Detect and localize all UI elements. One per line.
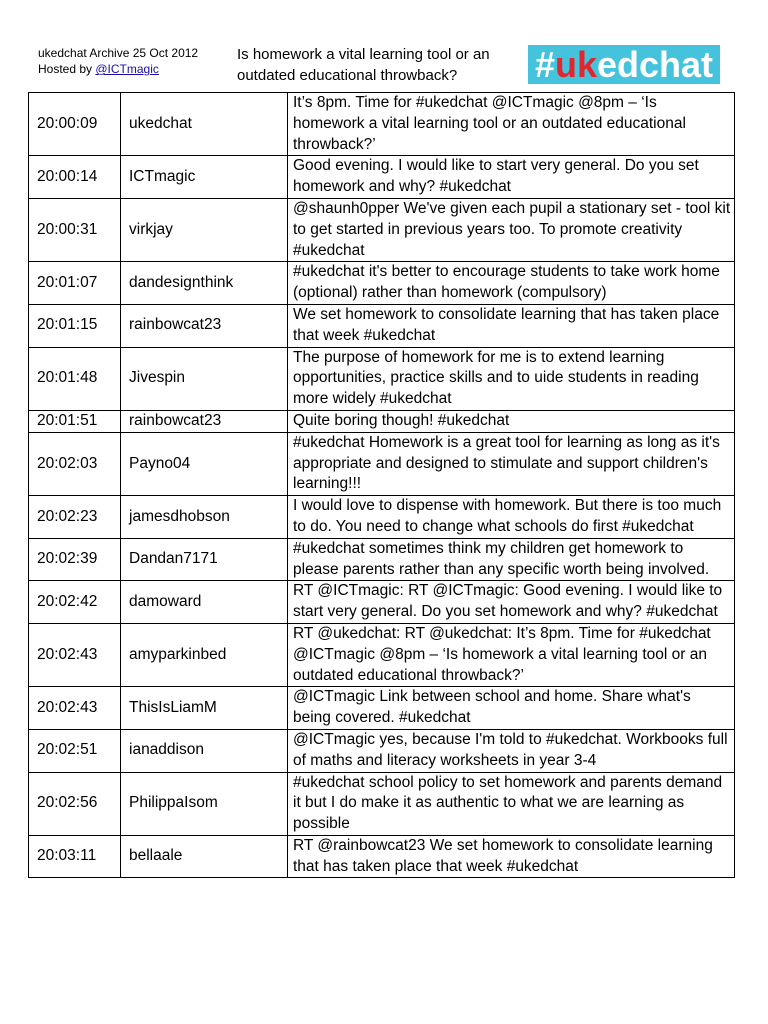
message-cell: The purpose of homework for me is to extend learning opportunities, practice skills and to uide students in reading more widely #ukedchat (288, 347, 735, 410)
username-cell: ThisIsLiamM (121, 687, 288, 730)
message-cell: #ukedchat sometimes think my children get homework to please parents rather than any specific worth being involved. (288, 538, 735, 581)
table-row (29, 432, 735, 495)
time-cell: 20:01:15 (29, 304, 121, 347)
time-cell: 20:03:11 (29, 835, 121, 878)
logo-hash: # (534, 45, 555, 84)
time-cell: 20:01:07 (29, 262, 121, 305)
username-cell: PhilippaIsom (121, 772, 288, 835)
message-cell: @shaunh0pper We've given each pupil a stationary set - tool kit to get started in previous years too. To promote creativity #ukedchat (288, 198, 735, 261)
table-row (29, 581, 735, 624)
username-cell: amyparkinbed (121, 623, 288, 686)
archive-title: ukedchat Archive 25 Oct 2012 (38, 46, 199, 60)
message-cell: @ICTmagic yes, because I'm told to #ukedchat. Workbooks full of maths and literacy worksheets in year 3-4 (288, 729, 735, 772)
table-row (29, 687, 735, 730)
username-cell: jamesdhobson (121, 496, 288, 539)
username-cell: ianaddison (121, 729, 288, 772)
table-row (29, 729, 735, 772)
logo-uk: uk (554, 45, 597, 84)
message-cell: #ukedchat it's better to encourage students to take work home (optional) rather than homework (compulsory) (288, 262, 735, 305)
table-row (29, 156, 735, 199)
time-cell: 20:01:48 (29, 347, 121, 410)
time-cell: 20:02:43 (29, 687, 121, 730)
message-cell: #ukedchat school policy to set homework and parents demand it but I do make it as authentic to what we are learning as possible (288, 772, 735, 835)
table-row (29, 262, 735, 305)
message-cell: We set homework to consolidate learning that has taken place that week #ukedchat (288, 304, 735, 347)
username-cell: ukedchat (121, 93, 288, 156)
host-link[interactable]: @ICTmagic (95, 62, 159, 76)
table-row (29, 304, 735, 347)
time-cell: 20:02:39 (29, 538, 121, 581)
username-cell: ICTmagic (121, 156, 288, 199)
table-row (29, 772, 735, 835)
document-header (0, 0, 768, 92)
table-row (29, 835, 735, 878)
time-cell: 20:00:14 (29, 156, 121, 199)
message-cell: RT @rainbowcat23 We set homework to consolidate learning that has taken place that week #ukedchat (288, 835, 735, 878)
hosted-by (38, 61, 198, 77)
message-cell: RT @ukedchat: RT @ukedchat: It’s 8pm. Time for #ukedchat @ICTmagic @8pm – ‘Is homework a vital learning tool or an outdated educational throwback?’ (288, 623, 735, 686)
username-cell: dandesignthink (121, 262, 288, 305)
time-cell: 20:02:56 (29, 772, 121, 835)
time-cell: 20:00:09 (29, 93, 121, 156)
time-cell: 20:02:03 (29, 432, 121, 495)
hosted-by-prefix: Hosted by (38, 62, 96, 76)
message-cell: Quite boring though! #ukedchat (288, 410, 735, 432)
tweet-log-table (28, 92, 735, 878)
message-cell: I would love to dispense with homework. But there is too much to do. You need to change what schools do first #ukedchat (288, 496, 735, 539)
time-cell: 20:02:43 (29, 623, 121, 686)
table-row (29, 347, 735, 410)
message-cell: Good evening. I would like to start very general. Do you set homework and why? #ukedchat (288, 156, 735, 199)
message-cell: It’s 8pm. Time for #ukedchat @ICTmagic @8pm – ‘Is homework a vital learning tool or an outdated educational throwback?’ (288, 93, 735, 156)
username-cell: rainbowcat23 (121, 410, 288, 432)
time-cell: 20:00:31 (29, 198, 121, 261)
message-cell: RT @ICTmagic: RT @ICTmagic: Good evening. I would like to start very general. Do you set homework and why? #ukedchat (288, 581, 735, 624)
archive-info (38, 45, 198, 77)
time-cell: 20:02:23 (29, 496, 121, 539)
table-row (29, 410, 735, 432)
username-cell: Jivespin (121, 347, 288, 410)
username-cell: bellaale (121, 835, 288, 878)
table-row (29, 198, 735, 261)
username-cell: damoward (121, 581, 288, 624)
table-row (29, 538, 735, 581)
session-question: Is homework a vital learning tool or an outdated educational throwback? (237, 46, 490, 84)
message-cell: @ICTmagic Link between school and home. Share what's being covered. #ukedchat (288, 687, 735, 730)
time-cell: 20:02:42 (29, 581, 121, 624)
message-cell: #ukedchat Homework is a great tool for learning as long as it's appropriate and designed to stimulate and support children's learning!!! (288, 432, 735, 495)
time-cell: 20:01:51 (29, 410, 121, 432)
time-cell: 20:02:51 (29, 729, 121, 772)
logo-edchat: edchat (597, 45, 714, 84)
ukedchat-logo (528, 45, 720, 84)
table-row (29, 496, 735, 539)
table-row (29, 93, 735, 156)
tweet-log-body (29, 93, 735, 878)
username-cell: virkjay (121, 198, 288, 261)
table-row (29, 623, 735, 686)
username-cell: Payno04 (121, 432, 288, 495)
username-cell: Dandan7171 (121, 538, 288, 581)
username-cell: rainbowcat23 (121, 304, 288, 347)
